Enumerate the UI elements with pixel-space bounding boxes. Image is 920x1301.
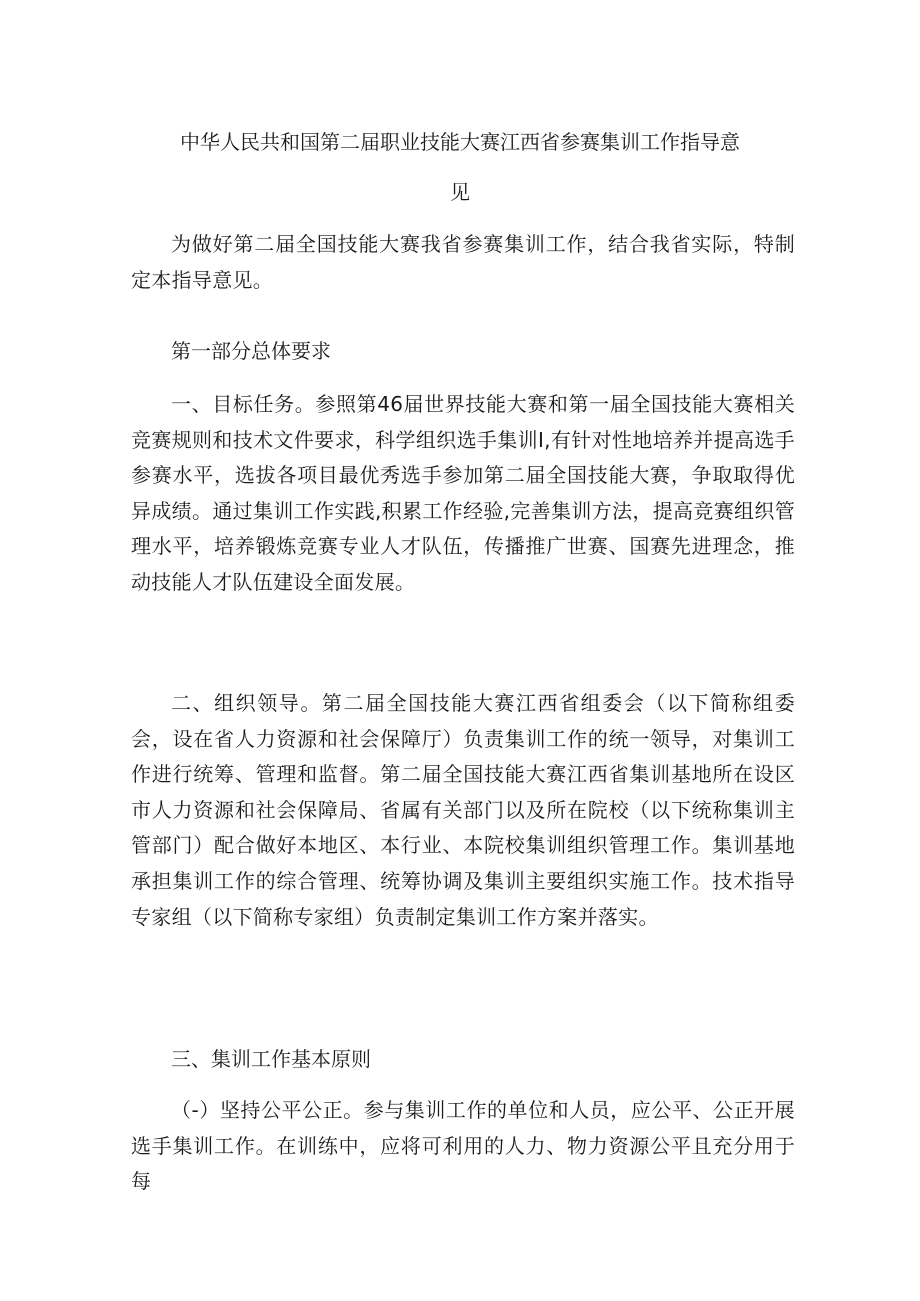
- document-title-line-1: 中华人民共和国第二届职业技能大赛江西省参赛集训工作指导意: [180, 130, 740, 154]
- part-one-heading: 第一部分总体要求: [171, 339, 331, 363]
- section-two-paragraph: 二、组织领导。第二届全国技能大赛江西省组委会（以下简称组委会，设在省人力资源和社会保障厅）负责集训工作的统一领导，对集训工作进行统筹、管理和监督。第二届全国技能大赛江西省集训基地所在设区市人力资源和社会保障局、省属有关部门以及所在院校（以下统称集训主管部门）配合做好本地区、本行业、本院校集训组织管理工作。集训基地承担集训工作的综合管理、统筹协调及集训主要组织实施工作。技术指导专家组（以下简称专家组）负责制定集训工作方案并落实。: [131, 691, 795, 929]
- intro-paragraph: 为做好第二届全国技能大赛我省参赛集训工作，结合我省实际，特制定本指导意见。: [131, 232, 795, 292]
- section-three-heading: 三、集训工作基本原则: [171, 1047, 371, 1071]
- document-title-line-2: 见: [450, 180, 470, 204]
- principle-one-paragraph: （-）坚持公平公正。参与集训工作的单位和人员，应公平、公正开展选手集训工作。在训练中，应将可利用的人力、物力资源公平且充分用于每: [131, 1098, 795, 1194]
- section-one-paragraph: 一、目标任务。参照第46届世界技能大赛和第一届全国技能大赛相关竞赛规则和技术文件要求，科学组织选手集训I,有针对性地培养并提高选手参赛水平，选拔各项目最优秀选手参加第二届全国技能大赛，争取取得优异成绩。通过集训工作实践,积累工作经验,完善集训方法，提高竞赛组织管理水平，培养锻炼竞赛专业人才队伍，传播推广世赛、国赛先进理念，推动技能人才队伍建设全面发展。: [131, 392, 795, 594]
